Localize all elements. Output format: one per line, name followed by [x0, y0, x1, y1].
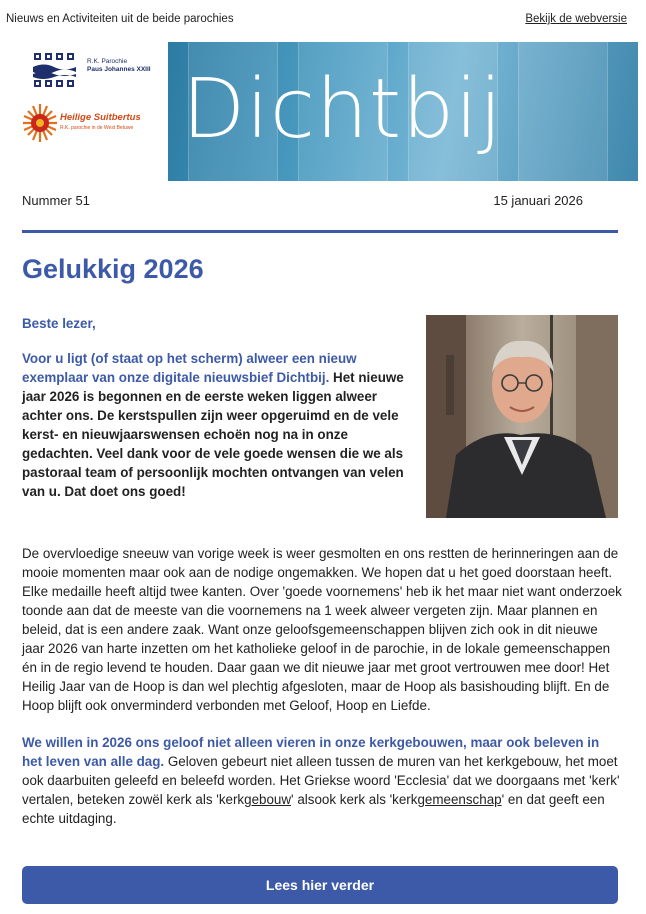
pastor-photo: [426, 315, 618, 518]
article-body: [22, 544, 622, 846]
newsletter-tagline: Nieuws en Activiteiten uit de beide parochies: [6, 13, 234, 25]
intro-paragraph: [22, 349, 408, 501]
parish-emblem-icon: [32, 50, 82, 90]
logo-area: [22, 46, 162, 156]
top-bar: [0, 0, 646, 40]
suitbertus-logo-title: Heilige Suitbertus: [60, 112, 141, 123]
underlined-word-gebouw: gebouw: [244, 792, 292, 807]
greeting: Beste lezer,: [22, 316, 96, 331]
parish-logo-suitbertus: [22, 102, 162, 146]
parish-logo-line1: R.K. Parochie: [87, 58, 128, 65]
suitbertus-logo-subtitle: R.K. parochie in de West Betuwe: [60, 125, 134, 131]
underlined-word-gemeenschap: gemeenschap: [417, 792, 502, 807]
paragraph-2-text: Geloven gebeurt niet alleen tussen de muren van het kerkgebouw, het moet ook daarbuiten geleefd en beleefd worden. Het Griekse woord 'Ecclesia' dat we doorgaans met 'kerk' vertalen, beteken zowël kerk als 'kerk: [22, 754, 620, 807]
article-intro: [22, 314, 408, 517]
article-paragraph-1: De overvloedige sneeuw van vorige week is weer gesmolten en ons restten de herinneringen aan de mooie momenten maar ook aan de nodige ongemakken. We hopen dat u het goed doorstaan heeft. Elke medaille heeft altijd twee kanten. Over 'goede voornemens' heb ik het maar niet want onderzoek toonde aan dat de meeste van die voornemens na 1 week alweer vergeten zijn. Maar plannen en beleid, dat is een andere zaak. Want onze geloofsgemeenschappen blijven zich ook in dit nieuwe jaar 2026 van harte inzetten om het katholieke geloof in de parochie, in de lokale gemeenschappen én in de regio levend te houden. Daar gaan we dit nieuwe jaar met groot vertrouwen mee door! Het Heilig Jaar van de Hoop is dan wel plechtig afgesloten, maar de Hoop als basishouding blijft. En de Hoop blijft ook onverminderd verbonden met Geloof, Hoop en Liefde.: [22, 546, 622, 713]
sun-emblem-icon: [22, 102, 58, 146]
paragraph-2-text: ' alsook kerk als 'kerk: [291, 792, 418, 807]
paragraph-2-accent: We willen in 2026 ons geloof niet alleen vieren in onze kerkgebouwen, maar ook beleven in het leven van alle dag.: [22, 735, 600, 769]
masthead-banner: [168, 42, 638, 181]
issue-number: Nummer 51: [22, 193, 90, 208]
issue-date: 15 januari 2026: [493, 193, 583, 208]
article-paragraph-2: [22, 733, 622, 828]
web-version-link[interactable]: Bekijk de webversie: [525, 13, 627, 25]
parish-logo-line2: Paus Johannes XXIII: [87, 66, 151, 73]
read-more-button[interactable]: Lees hier verder: [22, 866, 618, 904]
intro-accent-text: Voor u ligt (of staat op het scherm) alweer een nieuw exemplaar van onze digitale nieuwsbief Dichtbij.: [22, 351, 357, 385]
header-divider: [22, 230, 618, 233]
masthead-title: Dichtbij: [182, 62, 503, 157]
intro-body-text: Het nieuwe jaar 2026 is begonnen en de eerste weken liggen alweer achter ons. De kerstspullen zijn weer opgeruimd en de vele kerst- en nieuwjaarswensen echoën nog na in onze gedachten. Veel dank voor de vele goede wensen die we als pastoraal team of persoonlijk mochten ontvangen van velen van u. Dat doet ons goed!: [22, 370, 404, 499]
parish-logo-paus-johannes: [32, 50, 162, 90]
article-title: Gelukkig 2026: [22, 254, 204, 284]
parish-logo-text: [87, 58, 151, 74]
portrait-image: [426, 315, 618, 518]
banner-window-pane: [518, 42, 608, 181]
paragraph-2-text: ' en dat geeft een echte uitdaging.: [22, 792, 605, 826]
